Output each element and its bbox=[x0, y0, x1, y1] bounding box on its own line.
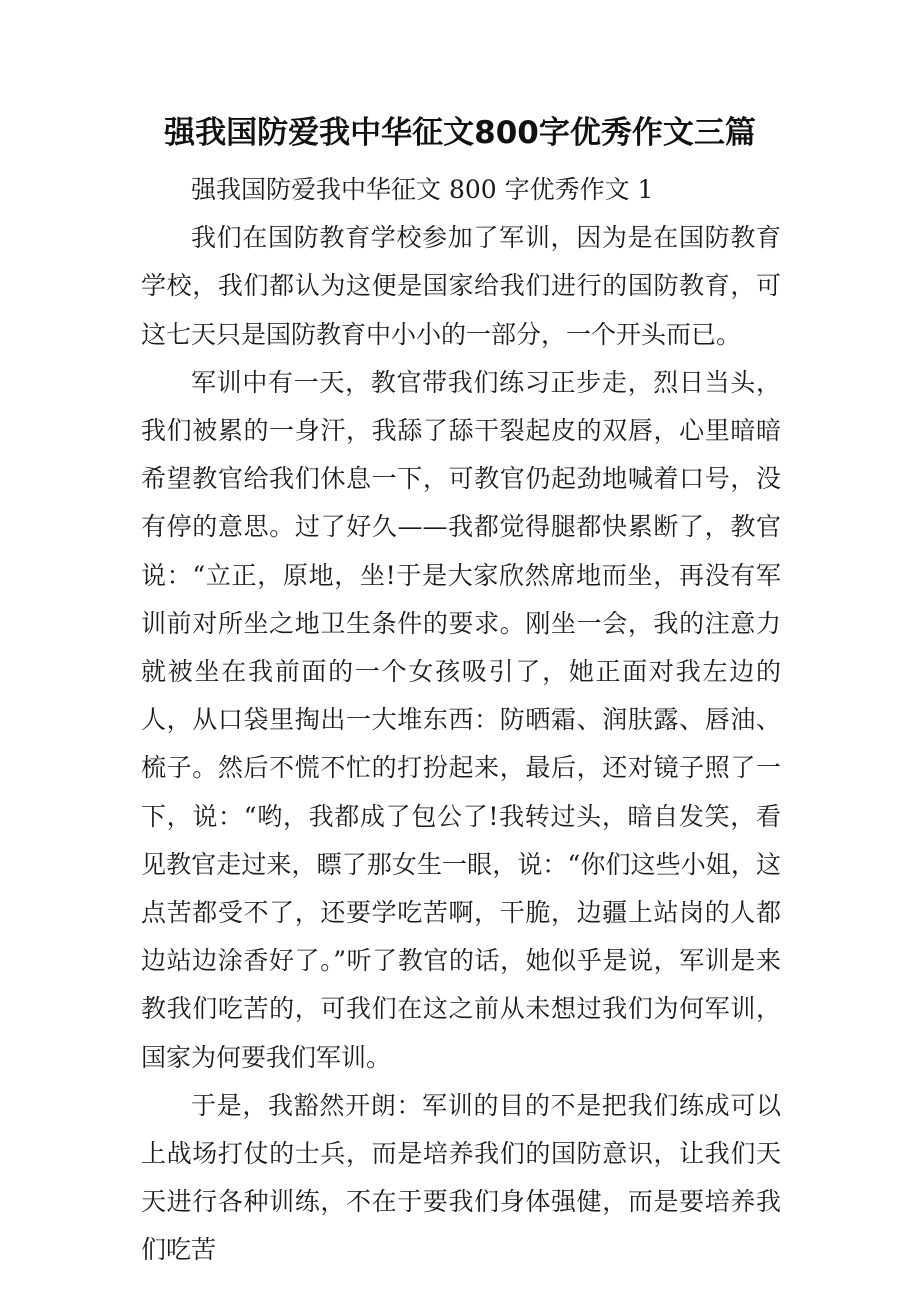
essay-subtitle: 强我国防爱我中华征文 800 字优秀作文 1 bbox=[191, 175, 654, 204]
document-title: 强我国防爱我中华征文800字优秀作文三篇 bbox=[164, 115, 756, 151]
document-body bbox=[141, 166, 781, 1275]
paragraph-1: 我们在国防教育学校参加了军训，因为是在国防教育学校，我们都认为这便是国家给我们进行的国防教育，可这七天只是国防教育中小小的一部分，一个开头而已。 bbox=[141, 223, 781, 349]
paragraph-3: 于是，我豁然开朗：军训的目的不是把我们练成可以上战场打仗的士兵，而是培养我们的国防意识，让我们天天进行各种训练，不在于要我们身体强健，而是要培养我们吃苦 bbox=[141, 1090, 781, 1265]
paragraph-2: 军训中有一天，教官带我们练习正步走，烈日当头，我们被累的一身汗，我舔了舔干裂起皮的双唇，心里暗暗希望教官给我们休息一下，可教官仍起劲地喊着口号，没有停的意思。过了好久——我都觉得腿都快累断了，教官说：“立正，原地，坐!于是大家欣然席地而坐，再没有军训前对所坐之地卫生条件的要求。刚坐一会，我的注意力就被坐在我前面的一个女孩吸引了，她正面对我左边的人，从口袋里掏出一大堆东西：防晒霜、润肤露、唇油、梳子。然后不慌不忙的打扮起来，最后，还对镜子照了一下，说：“哟，我都成了包公了!我转过头，暗自发笑，看见教官走过来，瞟了那女生一眼，说：“你们这些小姐，这点苦都受不了，还要学吃苦啊，干脆，边疆上站岗的人都边站边涂香好了。”听了教官的话，她似乎是说，军训是来教我们吃苦的，可我们在这之前从未想过我们为何军训，国家为何要我们军训。 bbox=[141, 367, 781, 1072]
